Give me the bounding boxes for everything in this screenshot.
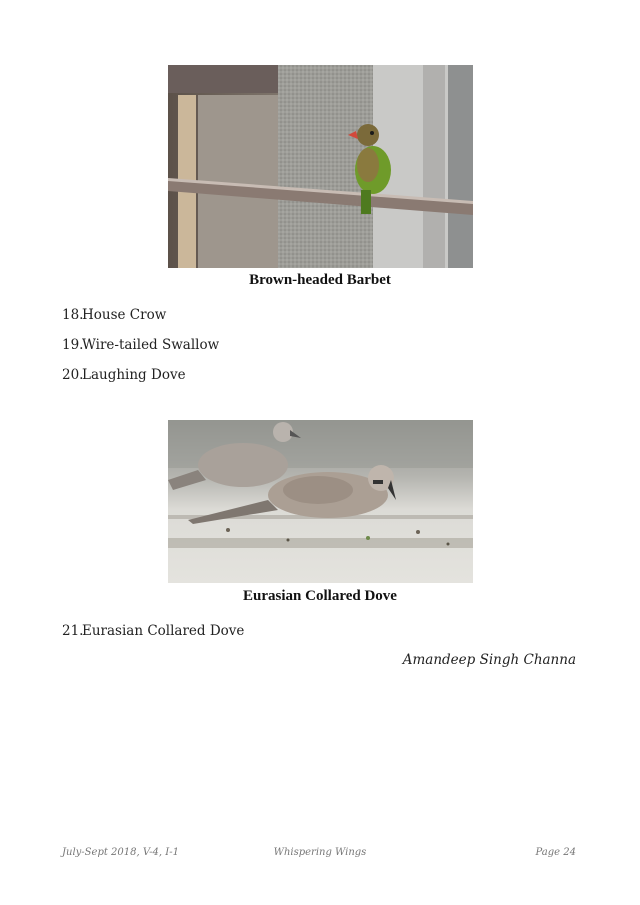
eurasian-collared-dove-photo [168,420,473,583]
species-list [62,306,219,396]
item-number: 21. [62,623,84,639]
item-name: Wire-tailed Swallow [82,337,220,353]
item-number: 19. [62,337,84,353]
item-number: 20. [62,367,84,383]
brown-headed-barbet-photo [168,65,473,268]
item-name: Laughing Dove [82,367,186,383]
footer-page-number: Page 24 [535,847,576,858]
species-list [62,622,244,652]
item-number: 18. [62,307,84,323]
list-item [62,306,219,336]
figure-caption: Brown-headed Barbet [249,272,391,288]
list-item [62,366,219,396]
footer-publication: Whispering Wings [273,847,367,858]
figure-caption: Eurasian Collared Dove [243,588,397,604]
item-name: Eurasian Collared Dove [82,623,245,639]
author-name: Amandeep Singh Channa [402,652,576,668]
footer-issue: July-Sept 2018, V-4, I-1 [62,847,179,858]
list-item [62,336,219,366]
list-item [62,622,244,652]
item-name: House Crow [82,307,167,323]
